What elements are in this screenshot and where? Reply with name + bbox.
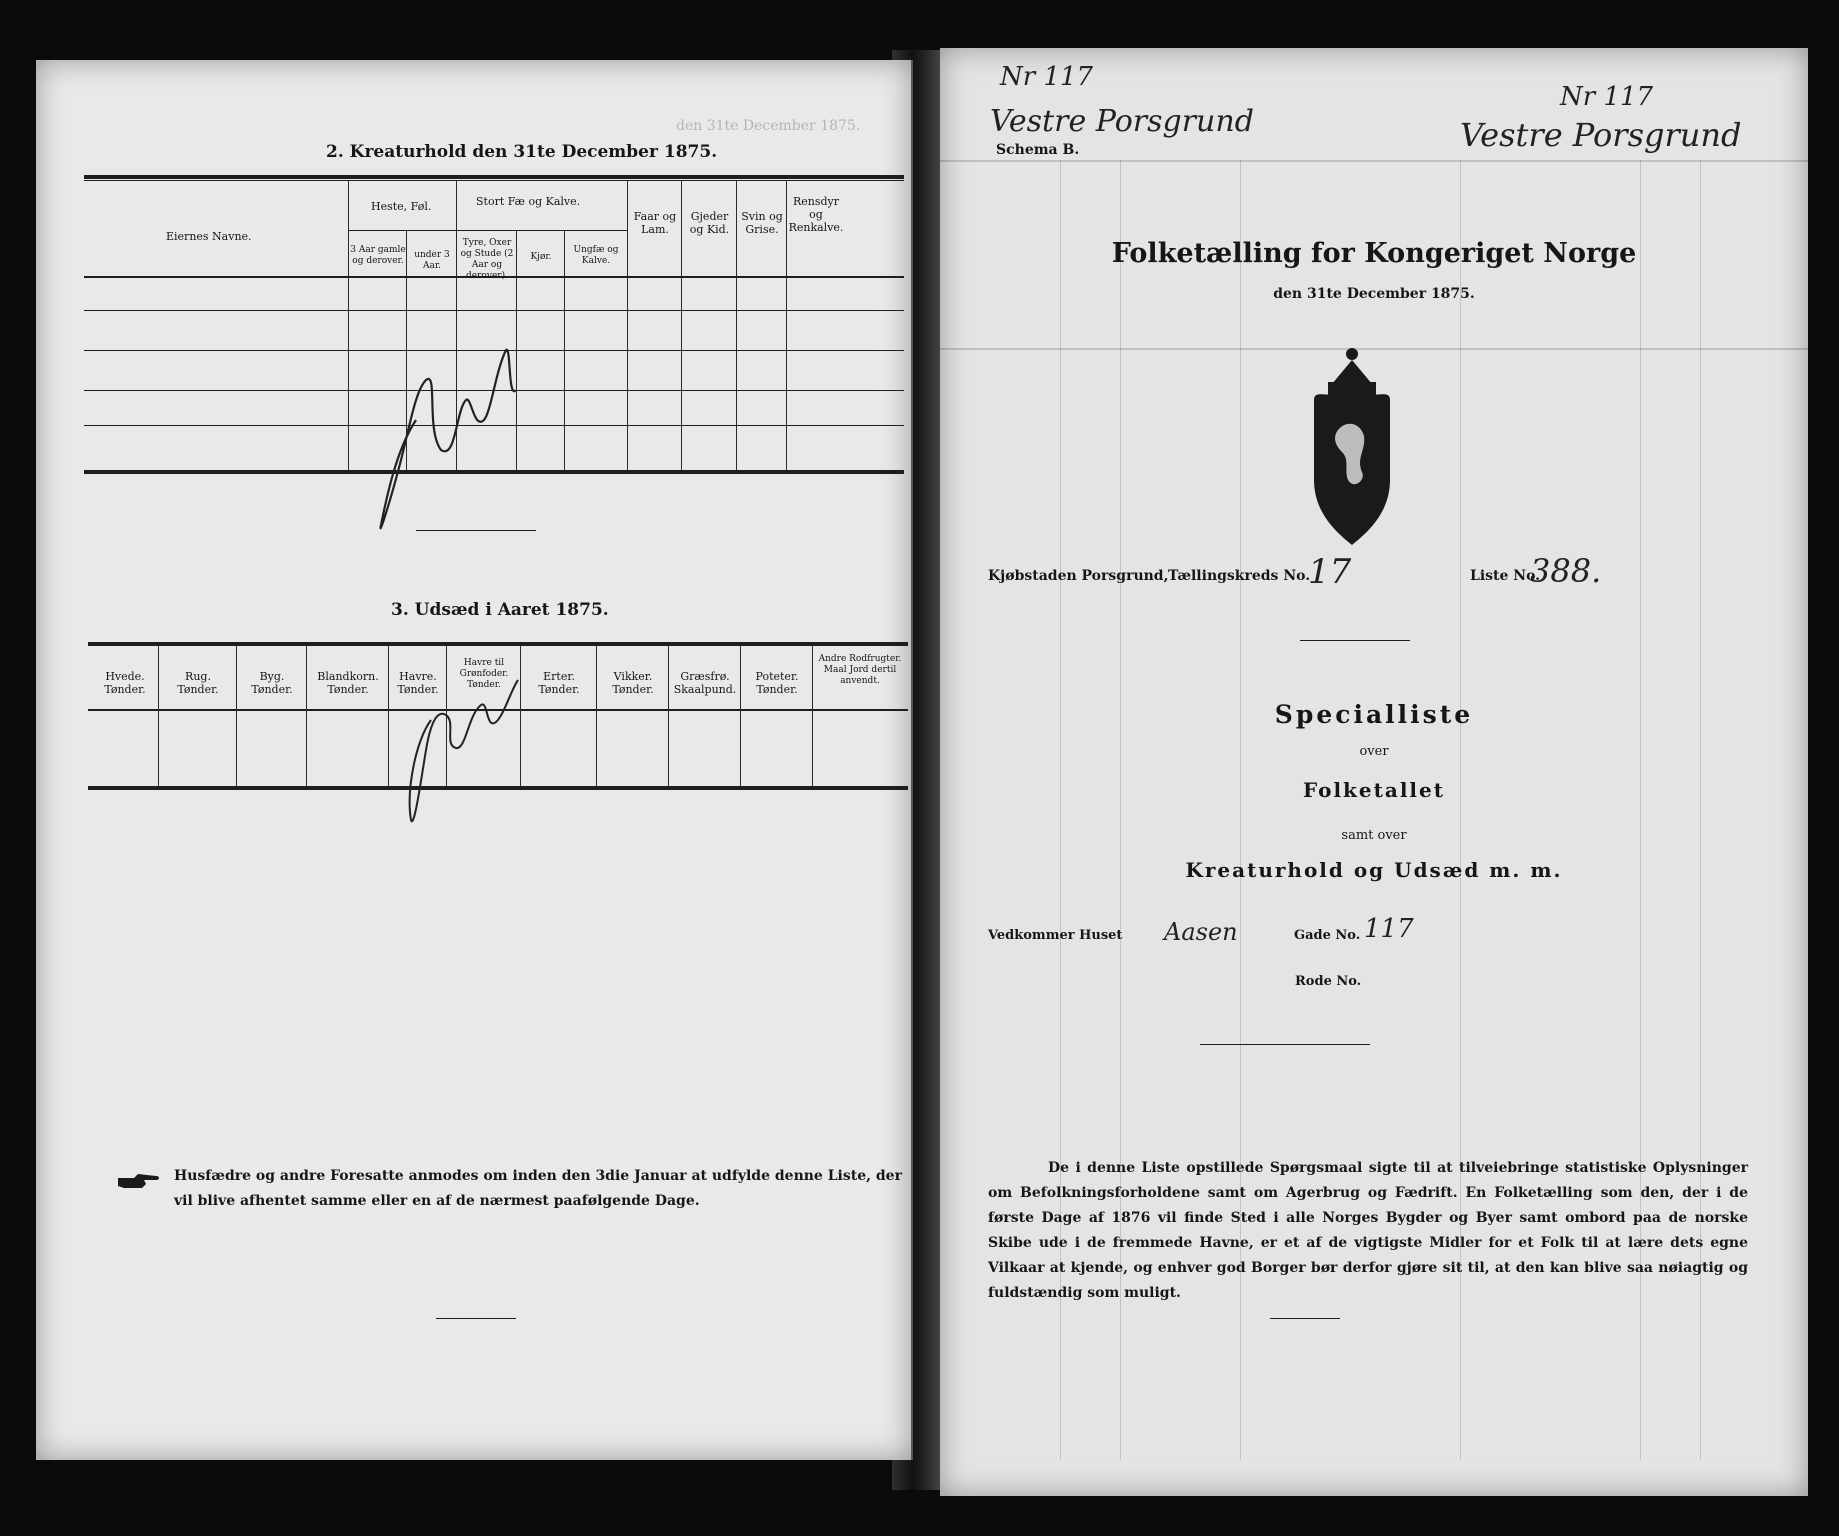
table2-col-line xyxy=(564,230,565,470)
krets-label: Tællingskreds No. xyxy=(1168,568,1311,584)
table3-col-line xyxy=(306,646,307,786)
huset-value: Aasen xyxy=(1164,918,1238,946)
header-reindeer: Rensdyr og Renkalve. xyxy=(788,195,844,234)
table2-subheader-rule xyxy=(348,230,627,231)
norwegian-lion-coat-of-arms-icon xyxy=(1304,340,1400,552)
gade-label: Gade No. xyxy=(1294,928,1361,943)
liste-label: Liste No. xyxy=(1470,568,1541,584)
form-title: Folketælling for Kongeriget Norge xyxy=(1111,238,1637,269)
pointing-hand-icon xyxy=(116,1170,162,1192)
liste-value: 388. xyxy=(1530,552,1602,590)
rode-label: Rode No. xyxy=(1295,974,1362,989)
table2-col-line xyxy=(681,180,682,470)
gade-value: 117 xyxy=(1364,914,1414,944)
header-sheep: Faar og Lam. xyxy=(633,210,677,236)
kjobstad-label: Kjøbstaden Porsgrund, xyxy=(988,568,1169,584)
seed-header-havre: Havre. Tønder. xyxy=(397,670,439,696)
bottom-separator xyxy=(1270,1318,1340,1319)
seed-header-hvede: Hvede. Tønder. xyxy=(104,670,146,696)
schema-label: Schema B. xyxy=(996,142,1080,158)
over-label: over xyxy=(1359,744,1389,759)
section2-title: 2. Kreaturhold den 31te December 1875. xyxy=(326,142,718,162)
right-page xyxy=(940,48,1808,1496)
header-pigs: Svin og Grise. xyxy=(741,210,783,236)
archive-number-right: Nr 117 xyxy=(1560,82,1654,112)
header-cattle-cows: Kjør. xyxy=(530,252,552,262)
table2-col-line xyxy=(348,180,349,470)
table2-col-line xyxy=(786,180,787,470)
separator-long xyxy=(1200,1044,1370,1045)
header-horses-young: under 3 Aar. xyxy=(414,250,450,271)
table3-col-line xyxy=(740,646,741,786)
table3-col-line xyxy=(812,646,813,786)
faded-header: den 31te December 1875. xyxy=(676,118,861,134)
header-goats: Gjeder og Kid. xyxy=(689,210,730,236)
specialliste-heading: Specialliste xyxy=(1274,700,1474,729)
handwritten-ingen-seed xyxy=(396,660,526,830)
left-page xyxy=(36,60,913,1460)
seed-header-rug: Rug. Tønder. xyxy=(177,670,219,696)
seed-header-havre-gronfoder: Havre til Grønfoder. Tønder. xyxy=(459,658,509,690)
krets-value: 17 xyxy=(1308,552,1352,592)
notice-text: Husfædre og andre Foresatte anmodes om inden den 3die Januar at udfylde denne Liste, der vil blive afhentet samme eller en af de nærmest paafølgende Dage. xyxy=(174,1168,902,1209)
separator xyxy=(1300,640,1410,641)
table3-col-line xyxy=(236,646,237,786)
seed-header-erter: Erter. Tønder. xyxy=(538,670,580,696)
table3-col-line xyxy=(158,646,159,786)
header-cattle: Stort Fæ og Kalve. xyxy=(476,195,581,208)
vedkommer-label: Vedkommer Huset xyxy=(988,928,1123,943)
place-name-right: Vestre Porsgrund xyxy=(1460,116,1742,154)
table3-col-line xyxy=(596,646,597,786)
faint-rule xyxy=(940,160,1808,162)
body-paragraph: De i denne Liste opstillede Spørgsmaal sigte til at tilveiebringe statistiske Oplysninger om Befolkningsforholdene samt om Agerbrug og Fædrift. En Folketælling som den, der i de første Dage af 1876 vil finde Sted i alle Norges Bygder og Byer samt ombord paa de norske Skibe ude i de fremmede Havne, er et af de vigtigste Midler for et Folk til at lære dets egne Vilkaar at kjende, og enhver god Borger bør derfor gjøre sit til, at den kan blive saa nøiagtig og fuldstændig som muligt. xyxy=(988,1160,1748,1301)
seed-header-andre: Andre Rodfrugter. Maal Jord dertil anvendt. xyxy=(818,654,902,686)
archive-number-left: Nr 117 xyxy=(1000,62,1094,92)
place-name-left: Vestre Porsgrund xyxy=(990,104,1254,139)
samt-over-label: samt over xyxy=(1341,828,1407,843)
seed-header-graesfro: Græsfrø. Skaalpund. xyxy=(673,670,737,696)
table2-col-line xyxy=(736,180,737,470)
header-horses-old: 3 Aar gamle og derover. xyxy=(350,245,406,266)
section3-title: 3. Udsæd i Aaret 1875. xyxy=(391,600,609,620)
table2-top-rule xyxy=(84,175,904,179)
table3-col-line xyxy=(668,646,669,786)
form-subtitle: den 31te December 1875. xyxy=(1273,286,1475,302)
header-horses: Heste, Føl. xyxy=(371,200,432,213)
table2-top-rule-thin xyxy=(84,180,904,181)
table2-col-line xyxy=(627,180,628,470)
bottom-separator xyxy=(436,1318,516,1319)
seed-header-byg: Byg. Tønder. xyxy=(251,670,293,696)
seed-header-blandkorn: Blandkorn. Tønder. xyxy=(317,670,379,696)
header-owner: Eiernes Navne. xyxy=(166,230,252,243)
separator xyxy=(416,530,536,531)
seed-header-poteter: Poteter. Tønder. xyxy=(755,670,799,696)
folketallet-heading: Folketallet xyxy=(1303,778,1445,802)
table3-col-line xyxy=(388,646,389,786)
seed-header-vikker: Vikker. Tønder. xyxy=(612,670,654,696)
handwritten-ingen-livestock xyxy=(356,310,556,540)
header-cattle-young: Ungfæ og Kalve. xyxy=(573,245,619,266)
kreaturhold-heading: Kreaturhold og Udsæd m. m. xyxy=(1185,858,1563,882)
header-cattle-bulls: Tyre, Oxer og Stude (2 Aar og derover). xyxy=(460,238,514,281)
table3-top-rule xyxy=(88,642,908,646)
